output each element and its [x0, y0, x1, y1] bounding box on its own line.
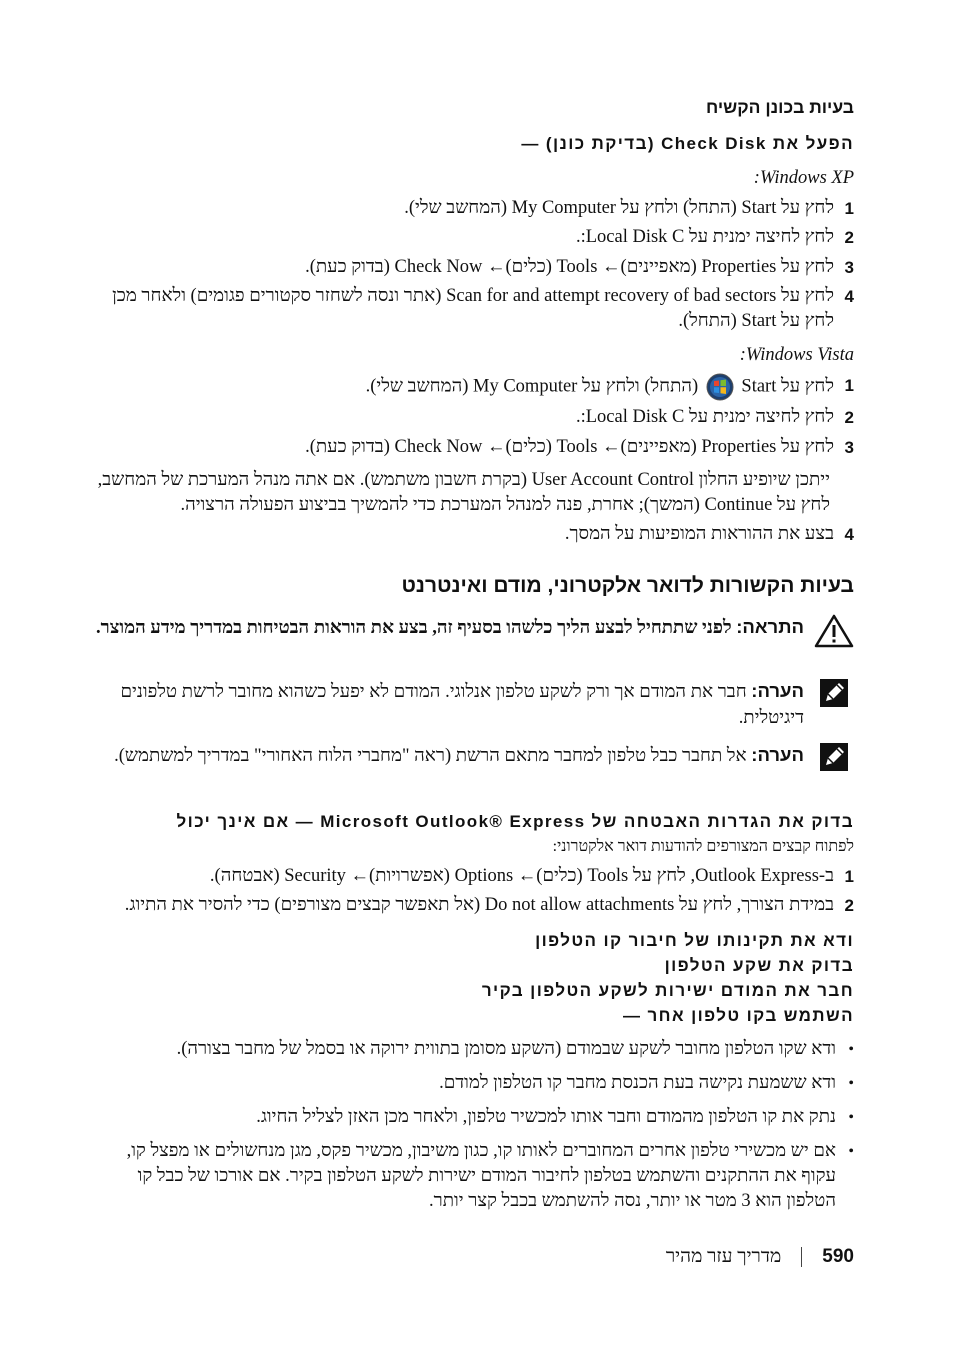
bullet-dot: •: [848, 1075, 854, 1092]
caution-row: [94, 614, 854, 648]
check-phone-connection: ודא את תקינותו של חיבור קו הטלפון: [535, 931, 854, 950]
list-item: [94, 1071, 854, 1096]
outlook-security-heading: בדוק את הגדרות האבטחה של Microsoft Outlook® Express — אם אינך יכול: [176, 812, 854, 831]
note-callout-2: [94, 742, 854, 776]
vista-step: [94, 435, 854, 460]
check-phone-jack: בדוק את שקע הטלפון: [664, 956, 854, 975]
step-text: לחץ על Properties (מאפיינים)← Tools (כלים)← Check Now (בדוק כעת).: [305, 257, 834, 277]
list-item: [94, 1139, 854, 1214]
bullet-dot: •: [848, 1109, 854, 1126]
note-row: [94, 678, 854, 731]
step-text: לחץ לחיצה ימנית על Local Disk C:.: [575, 227, 834, 247]
vista-step: [94, 373, 854, 401]
vista-step1-rest: (התחל) ולחץ על My Computer (המחשב שלי).: [365, 376, 699, 397]
page-number: 590: [822, 1246, 854, 1267]
list-item-text: ודא שקו הטלפון מחובר לשקע שבמודם (השקע מסומן בתווית ירוקה או בסמל של מחבר בצורה).: [176, 1039, 836, 1059]
step-text: לחץ לחיצה ימנית על Local Disk C:.: [575, 407, 834, 427]
caution-label: התראה:: [736, 616, 804, 637]
footer-divider: [801, 1247, 802, 1267]
note-pencil-icon: [814, 678, 854, 712]
list-item-text: נתק את קו הטלפון מהמודם וחבר אותו למכשיר טלפון, ולאחר מכן האזן לצליל החיוג.: [256, 1107, 836, 1127]
step-text: לחץ על Start (התחל) ולחץ על My Computer (המחשב שלי).: [404, 198, 834, 218]
caution-text: לפני שתתחיל לבצע הליך כלשהו בסעיף זה, בצע את הוראות הבטיחות במדריך מידע המוצר.: [96, 618, 732, 638]
section-title-hard-drive: בעיות בכונן הקשיח: [705, 97, 854, 117]
section-title-email-modem: בעיות הקשורות לדואר אלקטרוני, מודם ואינטרנט: [401, 574, 854, 597]
list-item-text: אם יש מכשירי טלפון אחרים המחוברים לאותו קו, כגון משיבון, מכשיר פקס, מגן מנחשולים או מפצל קו, עקוף את ההתקנים והשתמש בטלפון לחיבור המודם ישירות לשקע הטלפון בקיר. אם אורכו של כבל קו הטלפון הוא 3 מטר או יותר, נסה להשתמש בכבל קצר יותר.: [126, 1141, 836, 1211]
outlook-step: [94, 864, 854, 889]
step-text: לחץ על Scan for and attempt recovery of bad sectors (אתר ונסה לשחזר סקטורים פגומים) ולאחר מכן לחץ על Start (התחל).: [112, 286, 834, 331]
vista-step: [94, 522, 854, 547]
vista-step: [94, 405, 854, 430]
bullet-dot: •: [848, 1041, 854, 1058]
caution-callout: [94, 614, 854, 648]
note-body: [94, 678, 804, 731]
warning-triangle-icon: [814, 614, 854, 648]
xp-step: [94, 284, 854, 334]
step-number: 3: [844, 258, 854, 277]
step-number: 4: [844, 287, 854, 306]
step-text: [366, 373, 834, 401]
step-number: 2: [844, 896, 854, 915]
step-number: 3: [844, 438, 854, 457]
vista-steps: [94, 373, 854, 460]
step-number: 4: [844, 525, 854, 544]
step-number: 2: [844, 228, 854, 247]
xp-steps: [94, 196, 854, 334]
step-number: 1: [844, 376, 854, 395]
step-number: 2: [844, 408, 854, 427]
note-body: [94, 742, 804, 769]
page-footer: [454, 1246, 854, 1268]
caution-body: [94, 614, 804, 641]
note-text: אל תחבר כבל טלפון למחבר מתאם הרשת (ראה "מחברי הלוח האחורי" במדריך למשתמש).: [114, 746, 747, 766]
step-text: במידת הצורך, לחץ על Do not allow attachments (אל תאפשר קבצים מצורפים) כדי להסיר את התיוג.: [124, 895, 834, 915]
note-text: חבר את המודם אך ורק לשקע טלפון אנלוגי. המודם לא יפעל כשהוא מחובר לרשת טלפונים דיגיטלית.: [120, 682, 804, 728]
note-row: [94, 742, 854, 776]
check-disk-heading: הפעל את Check Disk (בדיקת כונן) —: [521, 134, 854, 153]
xp-step: [94, 225, 854, 250]
windows-xp-label: Windows XP:: [753, 168, 854, 188]
note-pencil-icon: [814, 742, 854, 776]
step-number: 1: [844, 867, 854, 886]
connect-modem-direct: חבר את המודם ישירות לשקע הטלפון בקיר: [481, 981, 854, 1000]
note-label: הערה:: [751, 744, 804, 765]
step-text: לחץ על Properties (מאפיינים)← Tools (כלים)← Check Now (בדוק כעת).: [305, 437, 834, 457]
guide-title: מדריך עזר מהיר: [665, 1246, 782, 1267]
list-item: [94, 1105, 854, 1130]
note-callout-1: [94, 678, 854, 731]
line-checks: [94, 928, 854, 1028]
use-different-line: השתמש בקו טלפון אחר —: [622, 1006, 854, 1025]
bullet-list: [94, 1037, 854, 1214]
note-label: הערה:: [751, 680, 804, 701]
step-text: ב-Outlook Express, לחץ על Tools (כלים)← Options (אפשרויות)← Security (אבטחה).: [209, 866, 834, 886]
xp-step: [94, 255, 854, 280]
list-item-text: ודא ששמעת נקישה בעת הכנסת מחבר קו הטלפון למודם.: [439, 1073, 836, 1093]
outlook-subheading: לפתוח קבצים המצורפים להודעות דואר אלקטרוני:: [552, 838, 854, 855]
outlook-step: [94, 893, 854, 918]
step-text: בצע את ההוראות המופיעות על המסך.: [564, 524, 834, 544]
windows-start-orb-icon: [706, 373, 734, 401]
step-number: 1: [844, 199, 854, 218]
uac-note: ייתכן שיופיע החלון User Account Control (בקרת חשבון משתמש). אם אתה מנהל המערכת של המחשב, לחץ על Continue (המשך); אחרת, פנה למנהל המערכת כדי להמשיך בביצוע הפעולה הרצויה.: [97, 470, 830, 515]
outlook-steps: [94, 864, 854, 918]
vista-step-4: [94, 522, 854, 547]
list-item: [94, 1037, 854, 1062]
vista-step1-start: לחץ על Start: [741, 376, 834, 397]
xp-step: [94, 196, 854, 221]
bullet-dot: •: [848, 1143, 854, 1160]
windows-vista-label: Windows Vista:: [739, 345, 854, 365]
